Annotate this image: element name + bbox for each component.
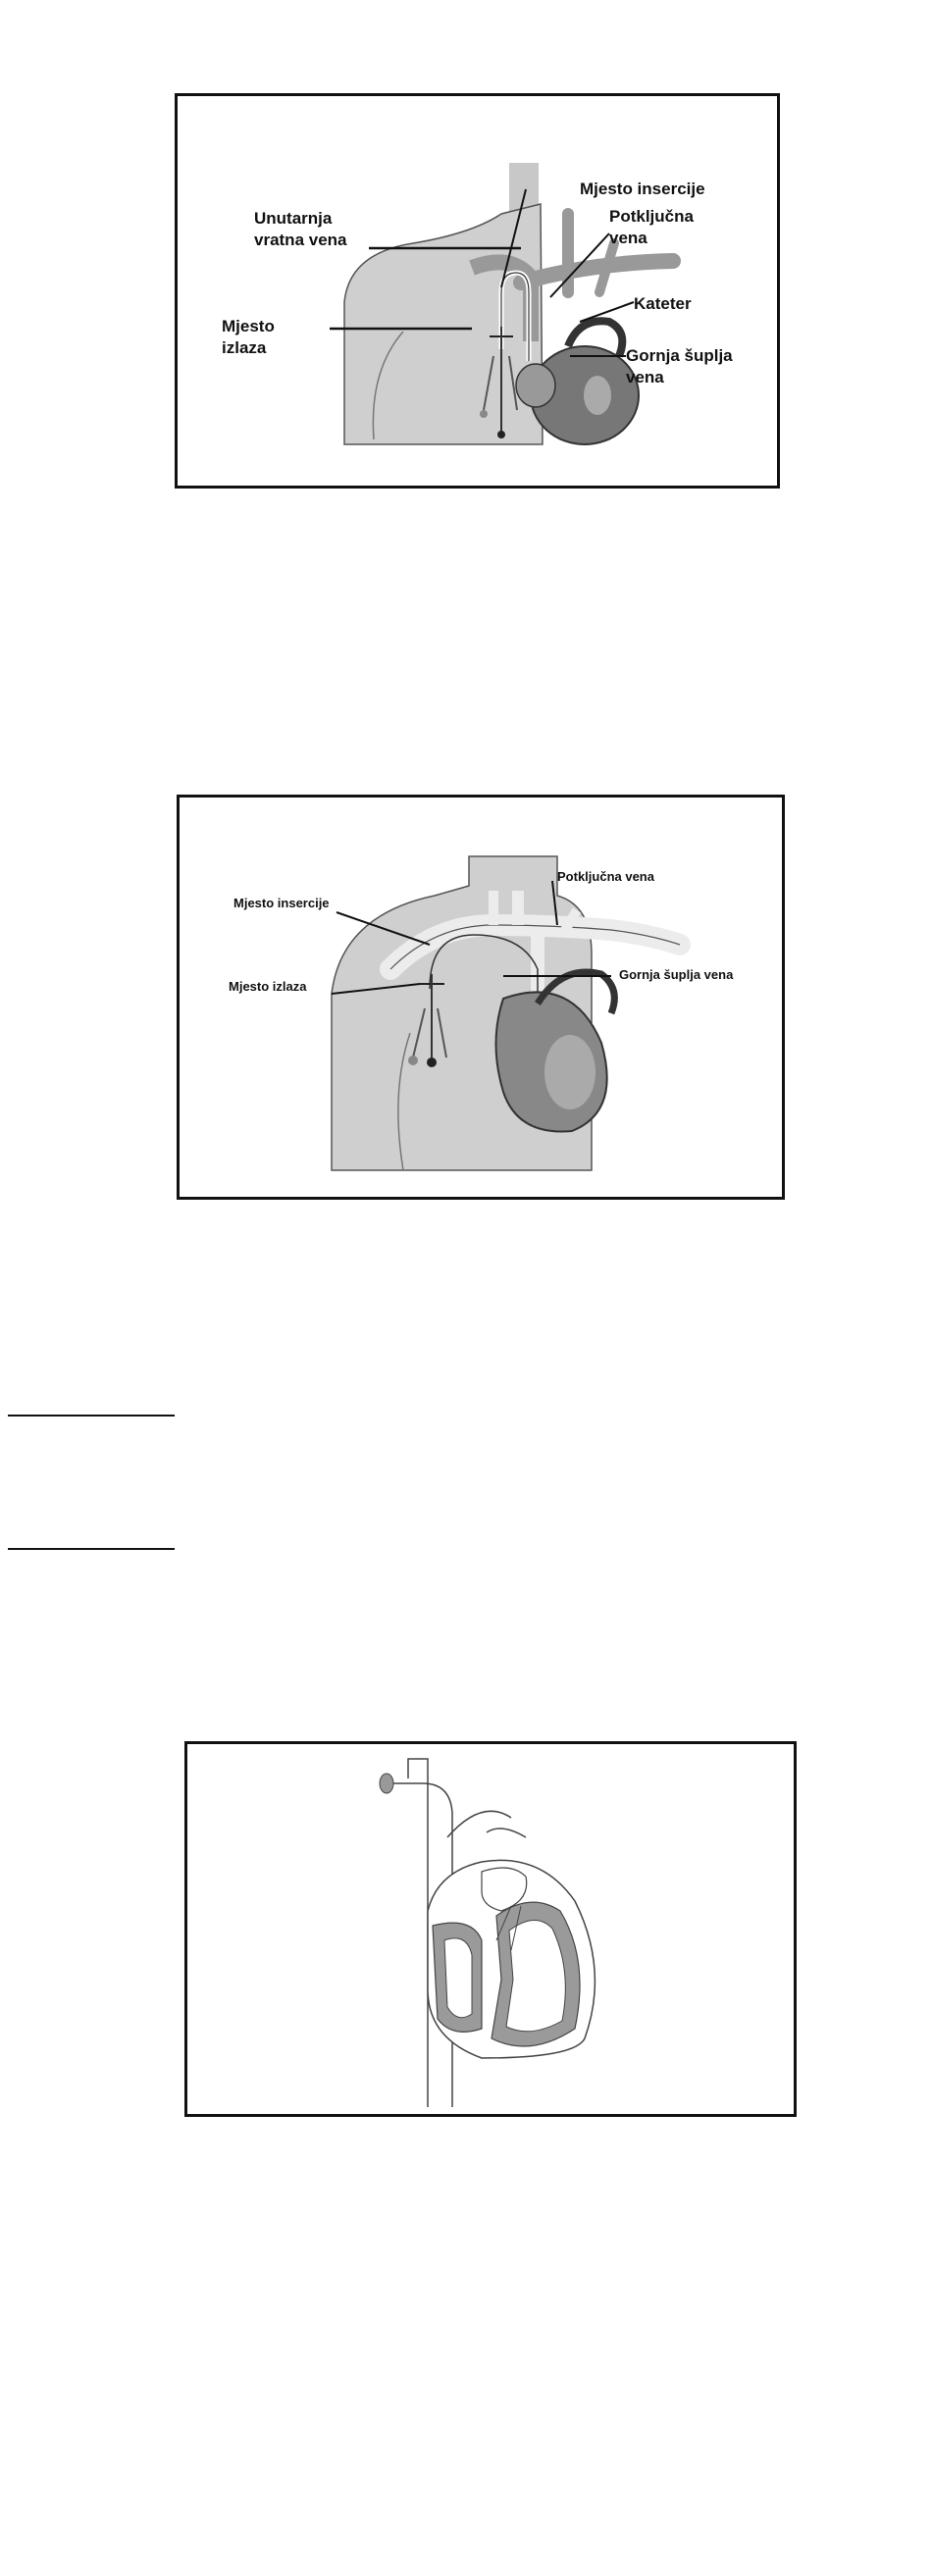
label-jugular-2: vratna vena xyxy=(254,231,347,249)
heart-illustration xyxy=(187,1744,794,2114)
subclavian-vein xyxy=(521,261,673,283)
figure-internal-jugular-catheter xyxy=(175,93,780,489)
signature-line-1 xyxy=(8,1415,175,1417)
label-exit-site: Mjesto izlaza xyxy=(229,979,307,994)
label-exit-1: Mjesto xyxy=(222,317,275,335)
label-svc-1: Gornja šuplja xyxy=(626,346,733,365)
right-atrium xyxy=(516,364,555,407)
heart-highlight xyxy=(544,1035,595,1109)
cap-center xyxy=(427,1057,437,1067)
figure-heart-cross-section xyxy=(184,1741,797,2117)
cap-left xyxy=(480,410,488,418)
catheter-illustration-1 xyxy=(178,96,777,486)
pulmonary-artery xyxy=(487,1829,526,1837)
label-subclavian-1: Potključna xyxy=(609,207,694,226)
vessel-opening xyxy=(380,1774,393,1793)
label-insertion-site: Mjesto insercije xyxy=(580,180,705,198)
signature-line-2 xyxy=(8,1548,175,1550)
label-catheter: Kateter xyxy=(634,294,692,313)
figure-subclavian-catheter xyxy=(177,795,785,1200)
label-insertion-site: Mjesto insercije xyxy=(233,896,330,910)
label-exit-2: izlaza xyxy=(222,338,267,357)
label-subclavian-2: vena xyxy=(609,229,647,247)
heart-highlight xyxy=(584,376,611,415)
right-ventricle-chamber xyxy=(444,1938,472,2018)
label-subclavian: Potključna vena xyxy=(557,869,654,884)
label-svc: Gornja šuplja vena xyxy=(619,967,734,982)
catheter-illustration-2 xyxy=(180,798,782,1197)
label-jugular-1: Unutarnja xyxy=(254,209,333,228)
label-svc-2: vena xyxy=(626,368,664,386)
cap-left xyxy=(408,1056,418,1065)
cap-center xyxy=(497,431,505,438)
vena-cava xyxy=(408,1759,428,2107)
aortic-arch xyxy=(447,1811,511,1837)
